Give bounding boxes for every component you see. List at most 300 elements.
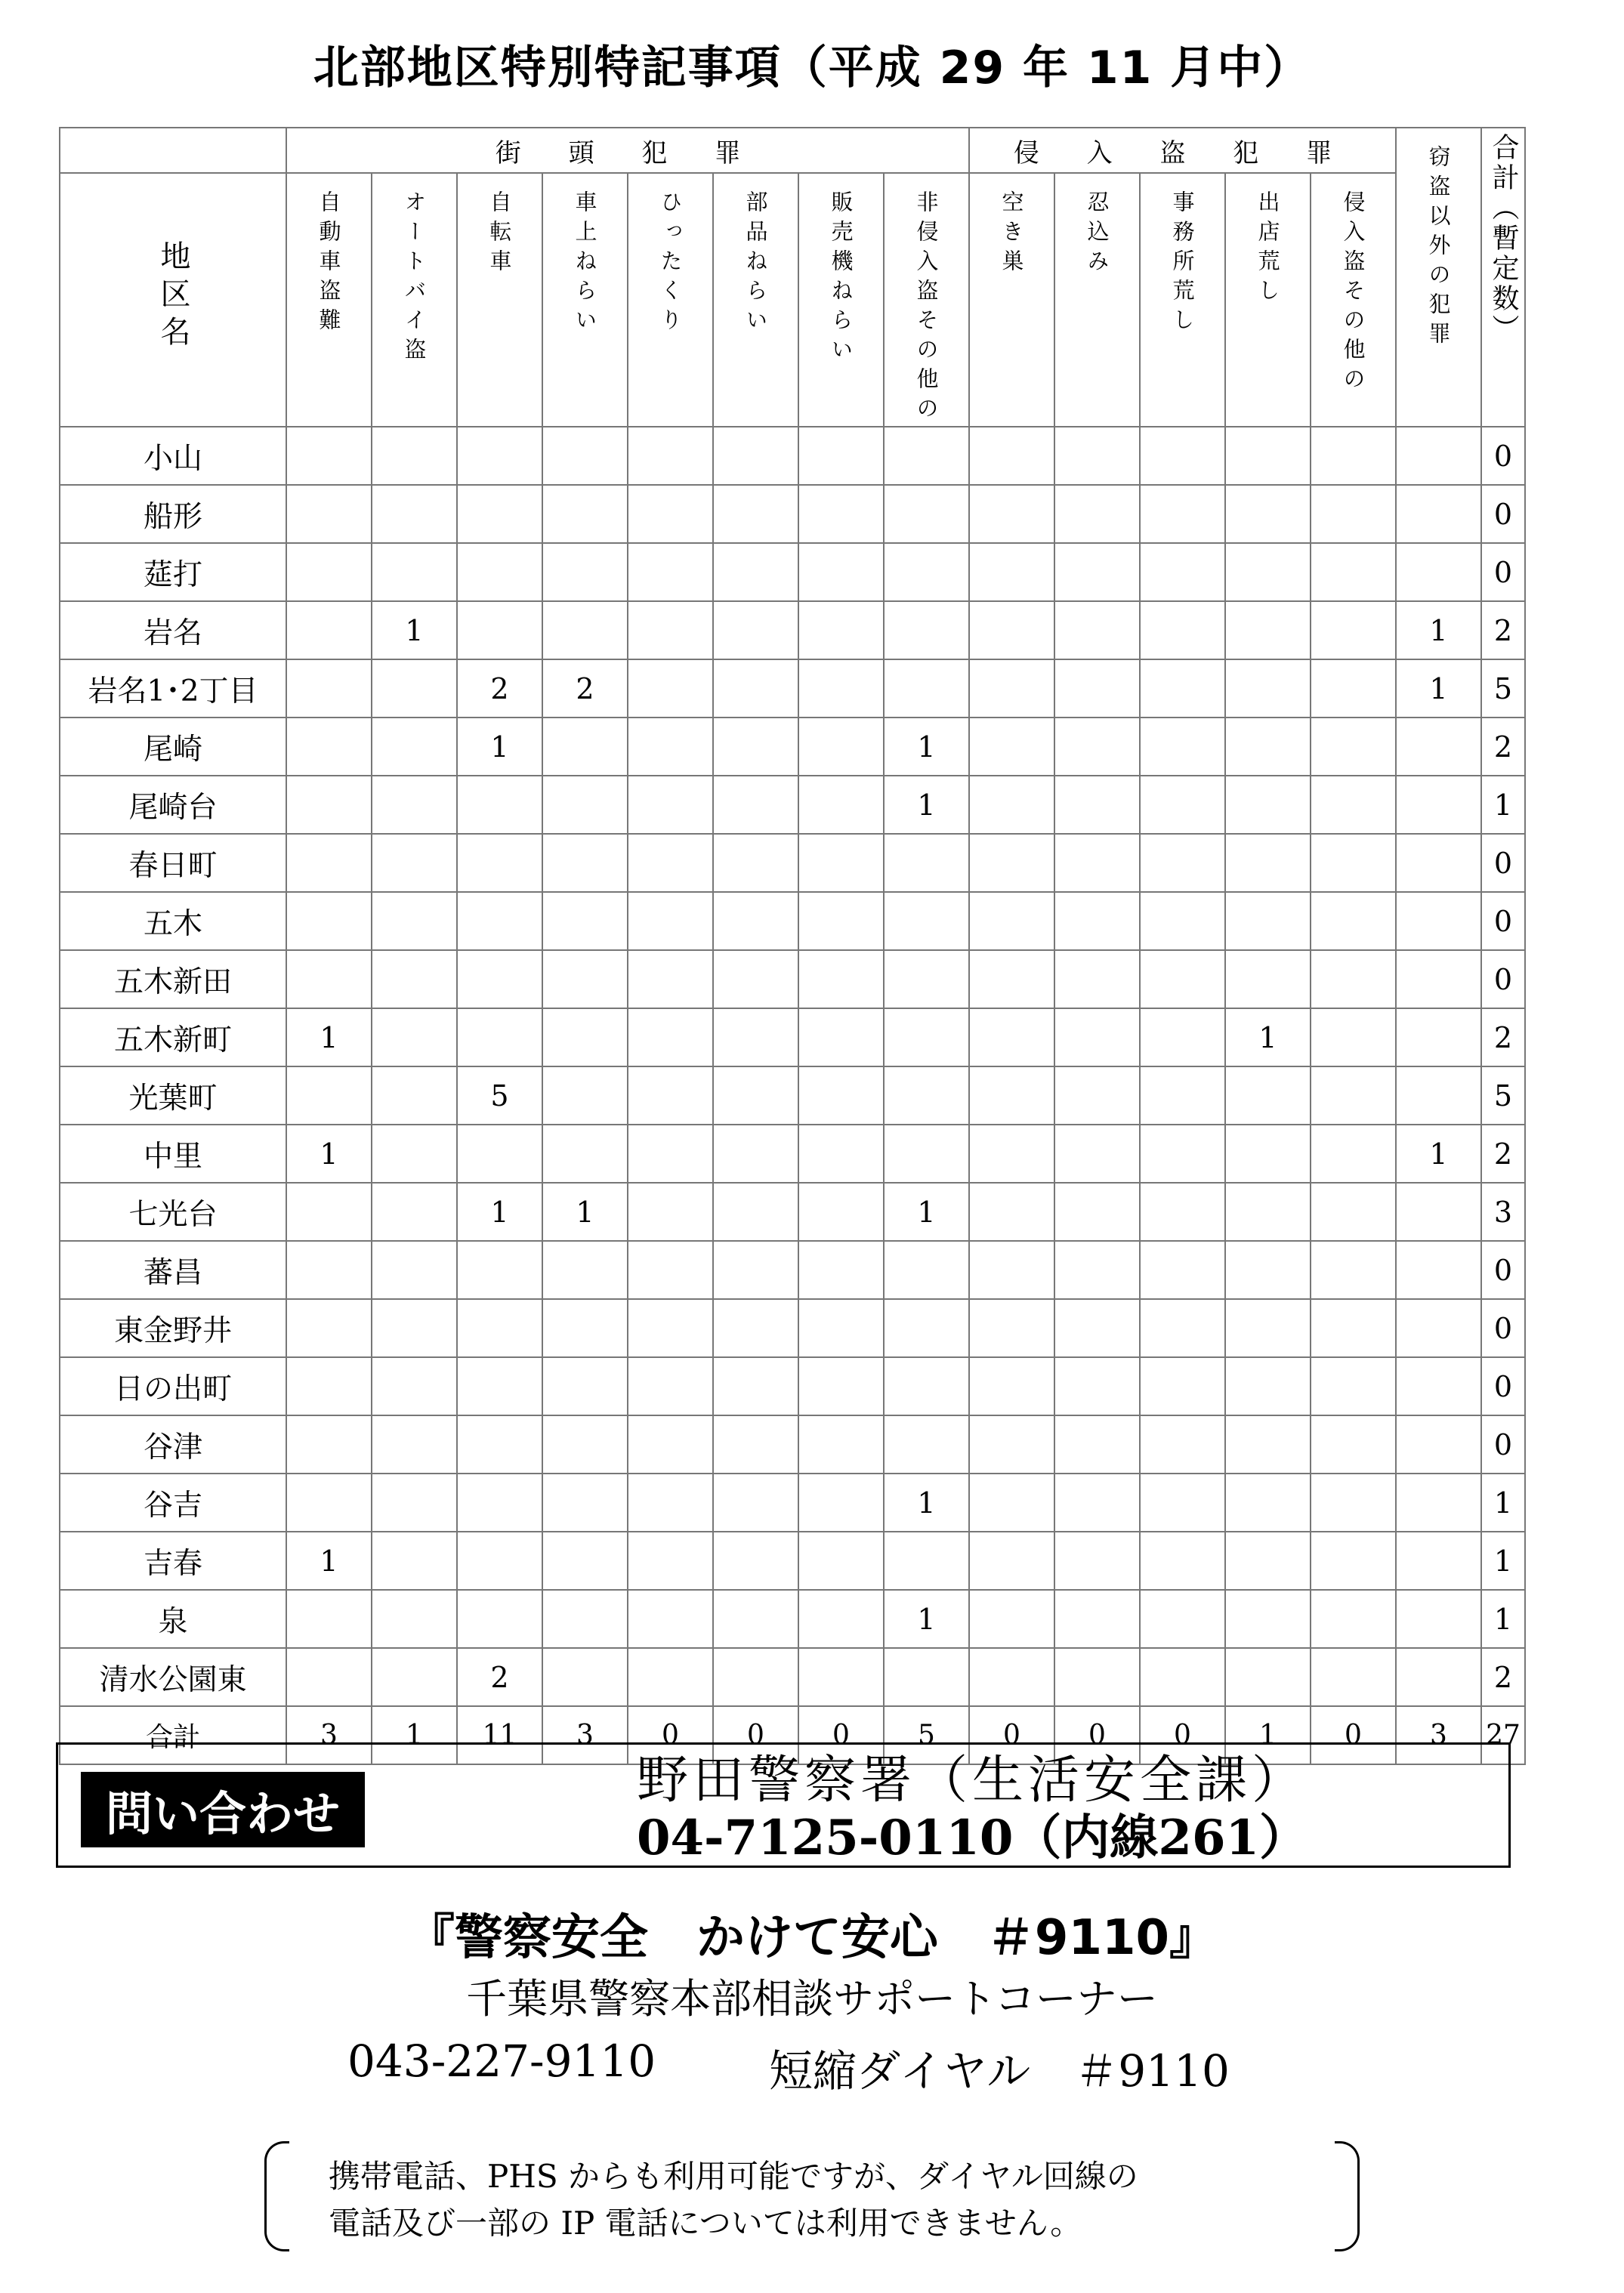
row-total-cell: 1: [1481, 1590, 1525, 1648]
count-cell: [1054, 1590, 1140, 1648]
count-cell: [457, 1357, 542, 1415]
table-row: [60, 1357, 1525, 1415]
count-cell: [1311, 1299, 1396, 1357]
count-cell: [798, 776, 884, 834]
table-row: [60, 1125, 1525, 1183]
count-cell: [1225, 776, 1311, 834]
count-cell: [542, 1008, 628, 1066]
row-total-cell: 0: [1481, 485, 1525, 543]
area-name: 尾崎台: [60, 776, 286, 834]
table-row: [60, 776, 1525, 834]
slogan: 『警察安全 かけて安心 ＃9110』: [406, 1910, 1218, 1966]
note-line-2: 電話及び一部の IP 電話については利用できません。: [329, 2205, 1082, 2242]
count-cell: [798, 1532, 884, 1590]
note-box: [264, 2141, 1360, 2247]
table-row: [60, 1241, 1525, 1299]
area-name: 泉: [60, 1590, 286, 1648]
crime-stats-table: [59, 127, 1526, 1765]
count-cell: [1396, 1474, 1481, 1532]
count-cell: [713, 1066, 798, 1125]
count-cell: [628, 601, 713, 659]
count-cell: [798, 485, 884, 543]
count-cell: [1225, 1532, 1311, 1590]
col-header-street-1: オートバイ盗: [372, 173, 457, 427]
count-cell: [457, 1474, 542, 1532]
count-cell: [372, 1125, 457, 1183]
area-name: 中里: [60, 1125, 286, 1183]
count-cell: [884, 1241, 969, 1299]
count-cell: [372, 659, 457, 718]
count-cell: [798, 1357, 884, 1415]
row-total-cell: 0: [1481, 1415, 1525, 1474]
count-cell: [969, 1183, 1054, 1241]
count-cell: [457, 1125, 542, 1183]
count-cell: [1225, 1590, 1311, 1648]
count-cell: [884, 1066, 969, 1125]
count-cell: [1140, 776, 1225, 834]
count-cell: [542, 1590, 628, 1648]
count-cell: [457, 950, 542, 1008]
count-cell: 3: [1396, 1706, 1481, 1764]
count-cell: [798, 1241, 884, 1299]
count-cell: [969, 427, 1054, 485]
count-cell: [969, 1648, 1054, 1706]
count-cell: [798, 1066, 884, 1125]
contact-name: 野田警察署（生活安全課）: [636, 1751, 1308, 1810]
count-cell: [798, 834, 884, 892]
count-cell: [1311, 485, 1396, 543]
count-cell: [713, 892, 798, 950]
table-row: [60, 1590, 1525, 1648]
count-cell: [969, 1299, 1054, 1357]
count-cell: 0: [713, 1706, 798, 1764]
left-bracket: [264, 2141, 289, 2251]
count-cell: [1311, 1357, 1396, 1415]
table-row: [60, 1648, 1525, 1706]
count-cell: [286, 601, 372, 659]
count-cell: [542, 718, 628, 776]
area-name: 岩名1･2丁目: [60, 659, 286, 718]
count-cell: [1054, 892, 1140, 950]
count-cell: 2: [457, 659, 542, 718]
area-name: 吉春: [60, 1532, 286, 1590]
count-cell: [286, 950, 372, 1008]
count-cell: [542, 1299, 628, 1357]
count-cell: [1054, 1299, 1140, 1357]
count-cell: [969, 1241, 1054, 1299]
row-total-cell: 0: [1481, 834, 1525, 892]
row-total-cell: 0: [1481, 950, 1525, 1008]
area-name: 莚打: [60, 543, 286, 601]
count-cell: [798, 1008, 884, 1066]
count-cell: [969, 1008, 1054, 1066]
count-cell: [713, 1415, 798, 1474]
col-header-burglary-4: 侵入盗その他の: [1311, 173, 1396, 427]
count-cell: [1140, 485, 1225, 543]
count-cell: [1225, 427, 1311, 485]
count-cell: [713, 1648, 798, 1706]
count-cell: [884, 1357, 969, 1415]
count-cell: [798, 1474, 884, 1532]
count-cell: [1225, 1415, 1311, 1474]
count-cell: 1: [286, 1125, 372, 1183]
count-cell: [628, 1532, 713, 1590]
count-cell: [1396, 1299, 1481, 1357]
count-cell: 11: [457, 1706, 542, 1764]
count-cell: [628, 485, 713, 543]
table-row: [60, 427, 1525, 485]
short-dial: 短縮ダイヤル ＃9110: [769, 2045, 1230, 2097]
count-cell: [457, 543, 542, 601]
count-cell: [713, 1357, 798, 1415]
count-cell: [372, 776, 457, 834]
count-cell: [372, 1241, 457, 1299]
table-row: [60, 1474, 1525, 1532]
area-name: 光葉町: [60, 1066, 286, 1125]
count-cell: [1311, 1241, 1396, 1299]
row-total-cell: 0: [1481, 1299, 1525, 1357]
count-cell: [969, 1125, 1054, 1183]
count-cell: [372, 950, 457, 1008]
count-cell: [628, 892, 713, 950]
count-cell: 0: [628, 1706, 713, 1764]
contact-box: [56, 1742, 1511, 1868]
count-cell: [1225, 1648, 1311, 1706]
count-cell: [628, 1125, 713, 1183]
count-cell: [1311, 718, 1396, 776]
count-cell: 1: [884, 1590, 969, 1648]
count-cell: [1225, 718, 1311, 776]
count-cell: [969, 776, 1054, 834]
col-header-street-2: 自転車: [457, 173, 542, 427]
count-cell: [1225, 543, 1311, 601]
count-cell: [713, 1008, 798, 1066]
count-cell: 1: [372, 601, 457, 659]
count-cell: [628, 543, 713, 601]
count-cell: [286, 776, 372, 834]
count-cell: [1396, 427, 1481, 485]
count-cell: [628, 427, 713, 485]
col-header-street-0: 自動車盗難: [286, 173, 372, 427]
count-cell: [884, 1532, 969, 1590]
count-cell: [969, 659, 1054, 718]
count-cell: [1140, 1299, 1225, 1357]
count-cell: 0: [1140, 1706, 1225, 1764]
count-cell: [1054, 427, 1140, 485]
count-cell: [286, 1415, 372, 1474]
count-cell: [969, 1532, 1054, 1590]
count-cell: [628, 1415, 713, 1474]
count-cell: [713, 1125, 798, 1183]
row-total-cell: 3: [1481, 1183, 1525, 1241]
count-cell: [1054, 1357, 1140, 1415]
count-cell: [1396, 950, 1481, 1008]
right-bracket: [1335, 2141, 1360, 2251]
count-cell: [1396, 543, 1481, 601]
count-cell: [1054, 834, 1140, 892]
count-cell: [1396, 1183, 1481, 1241]
count-cell: [1311, 1183, 1396, 1241]
count-cell: [457, 776, 542, 834]
area-name: 谷吉: [60, 1474, 286, 1532]
col-header-burglary-1: 忍込み: [1054, 173, 1140, 427]
count-cell: 2: [542, 659, 628, 718]
count-cell: [1225, 601, 1311, 659]
count-cell: 0: [969, 1706, 1054, 1764]
count-cell: [969, 834, 1054, 892]
count-cell: [1311, 1590, 1396, 1648]
note-line-1: 携帯電話、PHS からも利用可能ですが、ダイヤル回線の: [329, 2158, 1138, 2195]
area-name: 谷津: [60, 1415, 286, 1474]
count-cell: [628, 776, 713, 834]
row-total-cell: 0: [1481, 892, 1525, 950]
count-cell: [372, 1066, 457, 1125]
count-cell: [969, 601, 1054, 659]
count-cell: [1396, 834, 1481, 892]
table-row: [60, 1183, 1525, 1241]
count-cell: [457, 1299, 542, 1357]
count-cell: [1396, 1241, 1481, 1299]
count-cell: [457, 601, 542, 659]
table-row: [60, 601, 1525, 659]
count-cell: [798, 543, 884, 601]
page-title: 北部地区特別特記事項（平成 29 年 11 月中）: [313, 42, 1311, 94]
count-cell: [1140, 1415, 1225, 1474]
count-cell: [286, 892, 372, 950]
count-cell: [713, 1532, 798, 1590]
count-cell: 5: [884, 1706, 969, 1764]
table-row: [60, 1532, 1525, 1590]
count-cell: [798, 427, 884, 485]
count-cell: [542, 1648, 628, 1706]
count-cell: [286, 1474, 372, 1532]
count-cell: 1: [1225, 1706, 1311, 1764]
table-row: [60, 1299, 1525, 1357]
count-cell: 1: [884, 718, 969, 776]
count-cell: 0: [1054, 1706, 1140, 1764]
count-cell: [969, 1415, 1054, 1474]
count-cell: [1396, 892, 1481, 950]
count-cell: [798, 1590, 884, 1648]
count-cell: [372, 1415, 457, 1474]
count-cell: [969, 950, 1054, 1008]
count-cell: 2: [457, 1648, 542, 1706]
count-cell: [1140, 1066, 1225, 1125]
count-cell: [457, 1532, 542, 1590]
area-name: 五木: [60, 892, 286, 950]
count-cell: [542, 892, 628, 950]
count-cell: [542, 1474, 628, 1532]
count-cell: [372, 1648, 457, 1706]
count-cell: [1054, 1125, 1140, 1183]
count-cell: [1140, 601, 1225, 659]
count-cell: [798, 718, 884, 776]
count-cell: [1311, 427, 1396, 485]
count-cell: [542, 1066, 628, 1125]
count-cell: [372, 543, 457, 601]
count-cell: [286, 1066, 372, 1125]
count-cell: [1396, 1590, 1481, 1648]
count-cell: [798, 1125, 884, 1183]
count-cell: 3: [286, 1706, 372, 1764]
count-cell: [628, 1474, 713, 1532]
count-cell: 1: [1396, 659, 1481, 718]
count-cell: [457, 427, 542, 485]
count-cell: [372, 1299, 457, 1357]
count-cell: [628, 1357, 713, 1415]
area-name: 五木新田: [60, 950, 286, 1008]
count-cell: [542, 1357, 628, 1415]
count-cell: [1396, 776, 1481, 834]
count-cell: [457, 834, 542, 892]
col-header-street-4: ひったくり: [628, 173, 713, 427]
count-cell: 1: [286, 1008, 372, 1066]
count-cell: [1054, 1183, 1140, 1241]
area-name: 清水公園東: [60, 1648, 286, 1706]
count-cell: [1311, 776, 1396, 834]
count-cell: [969, 1066, 1054, 1125]
count-cell: [286, 1299, 372, 1357]
col-header-street-7: 非侵入盗その他の: [884, 173, 969, 427]
count-cell: [1140, 659, 1225, 718]
count-cell: [1140, 1008, 1225, 1066]
table-row: [60, 1066, 1525, 1125]
col-header-street-5: 部品ねらい: [713, 173, 798, 427]
row-total-cell: 5: [1481, 1066, 1525, 1125]
count-cell: [542, 543, 628, 601]
count-cell: [1054, 1008, 1140, 1066]
count-cell: [1140, 1532, 1225, 1590]
col-header-total: 合計（暫定数）: [1481, 128, 1525, 427]
row-total-cell: 1: [1481, 776, 1525, 834]
row-total-cell: 2: [1481, 1008, 1525, 1066]
count-cell: [713, 1590, 798, 1648]
count-cell: [884, 1648, 969, 1706]
count-cell: [372, 1008, 457, 1066]
count-cell: [1225, 1357, 1311, 1415]
count-cell: [1225, 892, 1311, 950]
row-total-cell: 5: [1481, 659, 1525, 718]
count-cell: 5: [457, 1066, 542, 1125]
count-cell: [884, 427, 969, 485]
count-cell: [372, 1357, 457, 1415]
count-cell: [372, 1532, 457, 1590]
count-cell: [1225, 1183, 1311, 1241]
count-cell: 1: [1225, 1008, 1311, 1066]
count-cell: [798, 601, 884, 659]
row-total-cell: 0: [1481, 427, 1525, 485]
area-name: 岩名: [60, 601, 286, 659]
count-cell: [542, 834, 628, 892]
count-cell: [1054, 776, 1140, 834]
count-cell: [457, 1415, 542, 1474]
area-name: 尾崎: [60, 718, 286, 776]
count-cell: 3: [542, 1706, 628, 1764]
count-cell: [713, 601, 798, 659]
count-cell: [457, 1241, 542, 1299]
table-row: [60, 950, 1525, 1008]
count-cell: [884, 834, 969, 892]
count-cell: [1140, 892, 1225, 950]
count-cell: [1225, 950, 1311, 1008]
count-cell: 1: [884, 1474, 969, 1532]
count-cell: [798, 1648, 884, 1706]
count-cell: [713, 950, 798, 1008]
count-cell: [1396, 1415, 1481, 1474]
count-cell: [798, 1299, 884, 1357]
count-cell: [1054, 485, 1140, 543]
col-header-burglary-3: 出店荒し: [1225, 173, 1311, 427]
count-cell: [1140, 1183, 1225, 1241]
col-header-street-6: 販売機ねらい: [798, 173, 884, 427]
count-cell: [969, 1357, 1054, 1415]
count-cell: [1225, 659, 1311, 718]
count-cell: [969, 1474, 1054, 1532]
table-row: [60, 834, 1525, 892]
area-name: 春日町: [60, 834, 286, 892]
count-cell: [1225, 1299, 1311, 1357]
count-cell: [1054, 1415, 1140, 1474]
count-cell: [457, 1590, 542, 1648]
row-total-cell: 2: [1481, 1648, 1525, 1706]
count-cell: [969, 485, 1054, 543]
count-cell: [1140, 834, 1225, 892]
row-total-cell: 0: [1481, 1241, 1525, 1299]
table-row: [60, 1008, 1525, 1066]
count-cell: [1054, 601, 1140, 659]
count-cell: [372, 834, 457, 892]
count-cell: [1140, 1648, 1225, 1706]
count-cell: [628, 659, 713, 718]
count-cell: [457, 1008, 542, 1066]
count-cell: [286, 1590, 372, 1648]
count-cell: [542, 427, 628, 485]
count-cell: [628, 1066, 713, 1125]
area-name: 東金野井: [60, 1299, 286, 1357]
count-cell: [542, 601, 628, 659]
count-cell: [1396, 1008, 1481, 1066]
count-cell: [372, 427, 457, 485]
count-cell: [542, 1241, 628, 1299]
count-cell: [1311, 1008, 1396, 1066]
count-cell: [1140, 1241, 1225, 1299]
count-cell: [1140, 950, 1225, 1008]
count-cell: [969, 1590, 1054, 1648]
count-cell: [628, 1299, 713, 1357]
count-cell: [1225, 1125, 1311, 1183]
count-cell: [542, 485, 628, 543]
count-cell: [798, 950, 884, 1008]
count-cell: [884, 1125, 969, 1183]
count-cell: [1396, 1532, 1481, 1590]
col-header-other-theft: 窃盗以外の犯罪: [1396, 128, 1481, 427]
count-cell: [1311, 892, 1396, 950]
count-cell: [628, 1183, 713, 1241]
count-cell: [713, 776, 798, 834]
count-cell: [713, 1241, 798, 1299]
row-total-cell: 2: [1481, 718, 1525, 776]
area-name: 蕃昌: [60, 1241, 286, 1299]
count-cell: 1: [457, 718, 542, 776]
count-cell: [542, 776, 628, 834]
area-name: 船形: [60, 485, 286, 543]
count-cell: [1054, 1648, 1140, 1706]
count-cell: [1311, 1648, 1396, 1706]
count-cell: [1396, 718, 1481, 776]
count-cell: [1311, 1125, 1396, 1183]
row-total-cell: 0: [1481, 1357, 1525, 1415]
count-cell: [542, 950, 628, 1008]
